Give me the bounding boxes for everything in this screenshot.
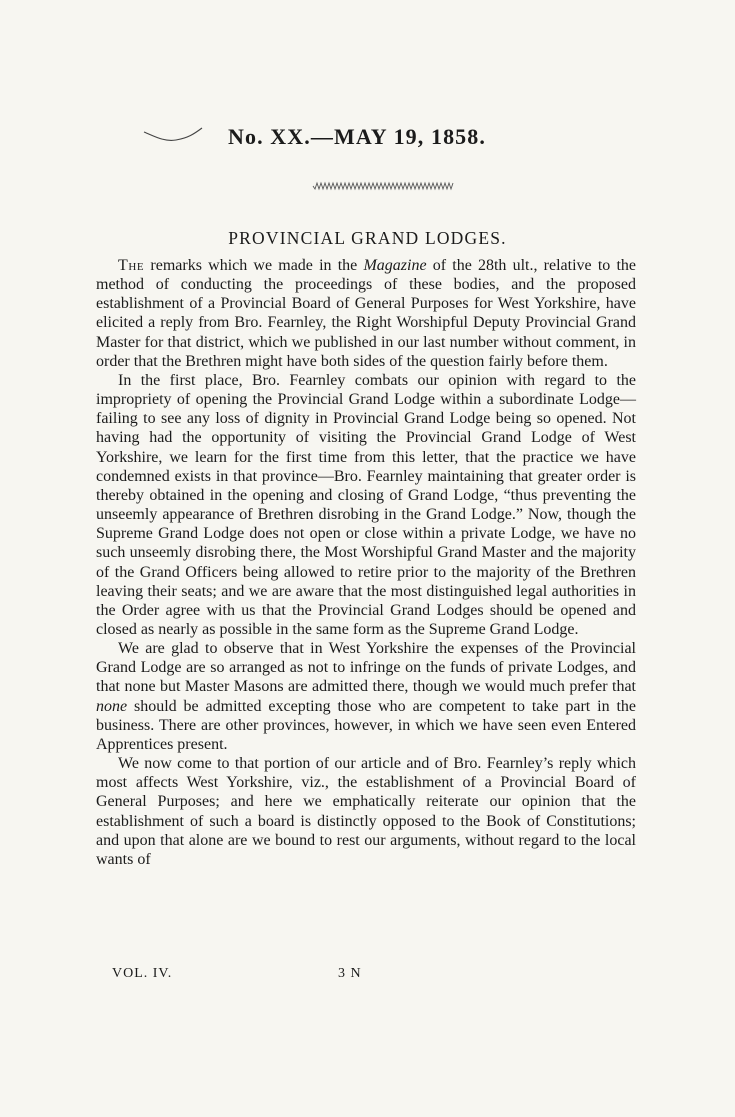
signature-mark: 3 N: [338, 966, 362, 981]
paragraph-text: We are glad to observe that in West Yorkshire the expenses of the Provincial Grand Lodge are so arranged as not to infringe on the funds of private Lodges, and that none but Master Masons are admitted there, though we would much prefer that: [96, 640, 636, 696]
article-title: PROVINCIAL GRAND LODGES.: [228, 228, 507, 248]
paragraph-text: remarks which we made in the: [144, 257, 364, 274]
article-paragraph: In the first place, Bro. Fearnley combats our opinion with regard to the impropriety of opening the Provincial Grand Lodge within a subordinate Lodge—failing to see any loss of dignity in Provincial Grand Lodge being so opened. Not having had the opportunity of visiting the Provincial Grand Lodge of West Yorkshire, we learn for the first time from this letter, that the practice we have condemned exists in that province—Bro. Fearnley maintaining that greater order is thereby obtained in the opening and closing of Grand Lodge, “thus preventing the unseemly appearance of Brethren disrobing in the Grand Lodge.” Now, though the Supreme Grand Lodge does not open or close within a private Lodge, we have no such unseemly disrobing there, the Most Worshipful Grand Master and the majority of the Grand Officers being allowed to retire prior to the majority of the Brethren leaving their seats; and we are aware that the most distinguished legal authorities in the Order agree with us that the Provincial Grand Lodges should be opened and closed as nearly as possible in the same form as the Supreme Grand Lodge.: [96, 371, 636, 638]
article-paragraph: [96, 256, 636, 371]
italic-term: Magazine: [363, 257, 427, 274]
volume-label: VOL. IV.: [112, 966, 173, 981]
paragraph-text: should be admitted excepting those who are competent to take part in the business. There are other provinces, however, in which we have seen even Entered Apprentices present.: [96, 697, 636, 753]
paragraph-text: of the 28th ult., relative to the method of conducting the proceedings of these bodies, and the proposed establishment of a Provincial Board of General Purposes for West Yorkshire, have elicited a reply from Bro. Fearnley, the Right Worshipful Deputy Provincial Grand Master for that district, which we published in our last number without comment, in order that the Brethren might have both sides of the question fairly before them.: [96, 257, 637, 370]
drop-lead-word: The: [118, 257, 145, 274]
article-body: [96, 256, 636, 869]
flourish-ornament: [142, 126, 204, 146]
italic-term: none: [96, 697, 128, 715]
article-paragraph: We now come to that portion of our article and of Bro. Fearnley’s reply which most affects West Yorkshire, viz., the establishment of a Provincial Board of General Purposes; and here we emphatically reiterate our opinion that the establishment of such a board is distinctly opposed to the Book of Constitutions; and upon that alone are we bound to rest our arguments, without regard to the local wants of: [96, 755, 636, 868]
page-footer: [112, 966, 512, 990]
wavy-rule-ornament: [312, 180, 454, 192]
issue-header: [0, 124, 735, 164]
article-paragraph: [96, 639, 636, 754]
issue-title: No. XX.—MAY 19, 1858.: [228, 124, 486, 149]
